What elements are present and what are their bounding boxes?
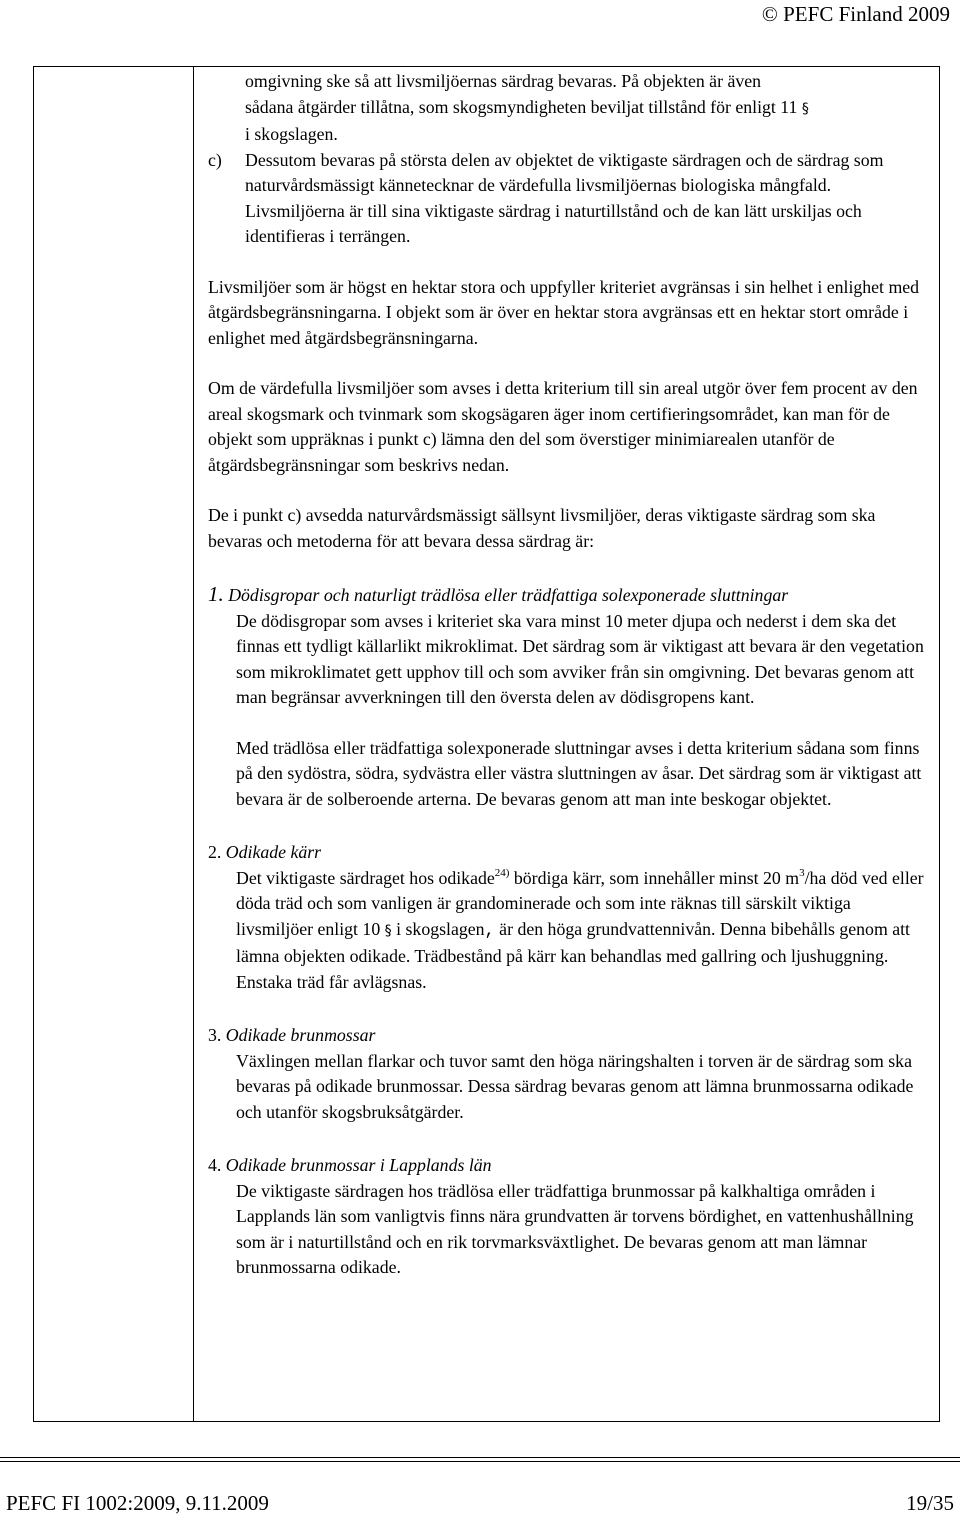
paragraph-2: Om de värdefulla livsmiljöer som avses i detta kriterium till sin areal utgör över fem procent av den areal skogsmark och tvinmark som skogsägaren äger inom certifieringsområdet, kan man för de objekt som uppräknas i punkt c) lämna den del som överstiger minimiarealen utanför de åtgärdsbegränsningar som beskrivs nedan. [208,378,918,475]
section-symbol: § [801,100,809,117]
section-3-number: 3. [208,1025,222,1045]
section-4-heading [208,1153,928,1179]
list-item-c-text: Dessutom bevaras på största delen av objektet de viktigaste särdragen och de särdrag som naturvårdsmässigt kännetecknar de värdefulla livsmiljöernas biologiska mångfald. Livsmiljöerna är till sina viktigaste särdrag i naturtillstånd och de kan lätt urskiljas och identifieras i terrängen. [245,149,884,246]
section-4 [208,1153,928,1281]
continuation-line-2-text: sådana åtgärder tillåtna, som skogsmyndigheten beviljat tillstånd för enligt 11 [245,96,798,117]
footer-page-number: 19/35 [906,1491,954,1515]
footer-document-reference: PEFC FI 1002:2009, 9.11.2009 [6,1491,269,1515]
section-2-body-a: Det viktigaste särdraget hos odikade [236,867,495,888]
list-marker-c: c) [208,149,222,170]
section-4-number: 4. [208,1155,222,1175]
footer-rule-bottom [0,1461,960,1462]
cubic-superscript: 3 [799,866,805,879]
section-3 [208,1023,928,1125]
section-2-comma: , [484,921,495,941]
section-3-heading [208,1023,928,1049]
section-2-body-d: i skogslagen [391,918,485,939]
continuation-text [208,69,928,148]
section-4-title: Odikade brunmossar i Lapplands län [225,1155,492,1175]
continuation-line-3: i skogslagen. [245,124,338,144]
footer-rule-top [0,1457,960,1458]
list-item-c [208,148,928,250]
continuation-line-1: omgivning ske så att livsmiljöernas särdrag bevaras. På objekten är även [245,71,762,91]
continuation-line-2 [245,95,928,123]
section-2-body-e: är den höga grundvattennivån. Denna bibehålls genom att lämna objekten odikade. Trädbestånd på kärr kan behandlas med gallring och ljushuggning. Enstaka träd får avlägsnas. [236,918,910,992]
section-3-title: Odikade brunmossar [225,1025,376,1045]
section-1-body-1: De dödisgropar som avses i kriteriet ska vara minst 10 meter djupa och nederst i dem ska det finnas ett tydligt källarlikt mikroklimat. Det särdrag som är viktigast att bevara är den vegetation som mikroklimatet gett upphov till och som avviker från sin omgivning. Det bevaras genom att man begränsar avverkningen till den översta delen av dödisgropens kant. [236,610,924,707]
section-2-title: Odikade kärr [225,842,322,862]
section-symbol-2: § [384,922,392,939]
section-2-body-b: bördiga kärr, som innehåller minst 20 m [509,867,800,888]
main-content [208,69,928,1281]
footnote-24: 24) [494,866,510,879]
section-1-title: Dödisgropar och naturligt trädlösa eller trädfattiga solexponerade sluttningar [228,585,789,605]
section-2-body-c: /ha död ved eller döda träd och som vanligen är grandominerade och som inte räknas till särskilt viktiga livsmiljöer enligt 10 [236,867,924,939]
frame-left-column [34,67,194,1421]
section-1 [208,582,928,812]
section-2-body [208,866,928,996]
section-1-number: 1. [208,582,224,606]
section-1-heading [208,582,928,609]
section-2 [208,840,928,995]
section-4-body: De viktigaste särdragen hos trädlösa eller trädfattiga brunmossar på kalkhaltiga områden i Lapplands län som vanligtvis finns nära grundvatten är torvens bördighet, en vattenhushållning som är i naturtillstånd och en rik torvmarksväxtlighet. De bevaras genom att man lämnar brunmossarna odikade. [236,1180,914,1277]
section-3-body: Växlingen mellan flarkar och tuvor samt den höga näringshalten i torven är de särdrag som ska bevaras på odikade brunmossar. Dessa särdrag bevaras genom att lämna brunmossarna odikade och utanför skogsbruksåtgärder. [236,1050,914,1122]
section-1-body-2: Med trädlösa eller trädfattiga solexponerade sluttningar avses i detta kriterium sådana som finns på den sydöstra, södra, sydvästra eller västra sluttningen av åsar. Det särdrag som är viktigast att bevara är de solberoende arterna. De bevaras genom att man inte beskogar objektet. [236,737,922,809]
section-2-heading [208,840,928,866]
header-copyright: © PEFC Finland 2009 [761,2,950,26]
section-2-number: 2. [208,842,222,862]
paragraph-3: De i punkt c) avsedda naturvårdsmässigt sällsynt livsmiljöer, deras viktigaste särdrag som ska bevaras och metoderna för att bevara dessa särdrag är: [208,505,876,551]
paragraph-1: Livsmiljöer som är högst en hektar stora och uppfyller kriteriet avgränsas i sin helhet i enlighet med åtgärdsbegränsningarna. I objekt som är över en hektar stora avgränsas ett en hektar stort område i enlighet med åtgärdsbegränsningarna. [208,276,920,348]
